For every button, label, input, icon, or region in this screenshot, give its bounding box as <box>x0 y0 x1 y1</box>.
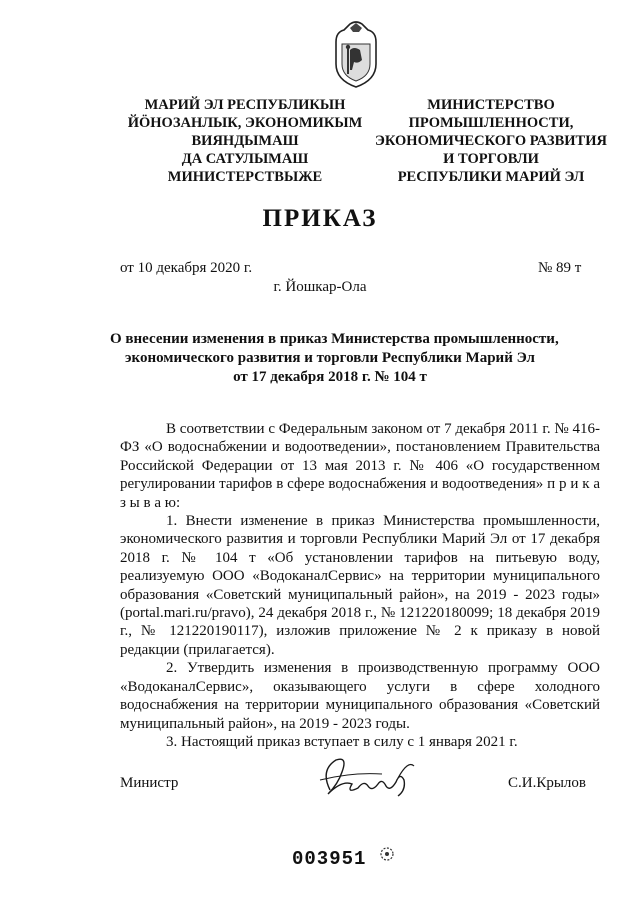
signer-title: Министр <box>120 775 179 791</box>
body-paragraph: 3. Настоящий приказ вступает в силу с 1 января 2021 г. <box>166 733 518 750</box>
subject-line: экономического развития и торговли Республики Марий Эл <box>125 350 535 366</box>
body-paragraph: 2. Утвердить изменения в производственную программу ООО «ВодоканалСервис», оказывающего услуги в сфере холодного водоснабжения на территории муниципального образования «Советский муниципальный район», на 2019 - 2023 годы. <box>120 660 600 732</box>
document-serial-number: 003951 <box>292 848 367 870</box>
header-left-line: МИНИСТЕРСТВЫЖЕ <box>167 169 323 185</box>
document-subject <box>110 330 559 387</box>
document-type-title: ПРИКАЗ <box>262 205 378 232</box>
header-left-line: ВИЯНДЫМАШ <box>191 133 299 149</box>
document-body <box>120 420 600 751</box>
subject-line: от 17 декабря 2018 г. № 104 т <box>233 369 427 385</box>
header-left-line: ДА САТУЛЫМАШ <box>181 151 309 167</box>
header-right-line: ЭКОНОМИЧЕСКОГО РАЗВИТИЯ <box>375 133 607 149</box>
header-right-line: МИНИСТЕРСТВО <box>427 97 555 113</box>
ministry-name-mari <box>120 96 370 186</box>
handwritten-signature <box>312 750 422 810</box>
header-left-line: ЙÖНОЗАНЛЫК, ЭКОНОМИКЫМ <box>127 115 363 131</box>
document-date: от 10 декабря 2020 г. <box>120 260 253 276</box>
ministry-name-russian <box>366 96 616 186</box>
header-right-line: И ТОРГОВЛИ <box>443 151 539 167</box>
header-left-line: МАРИЙ ЭЛ РЕСПУБЛИКЫН <box>144 97 346 113</box>
document-city: г. Йошкар-Ола <box>273 279 367 295</box>
body-paragraph: В соответствии с Федеральным законом от 7 декабря 2011 г. № 416-ФЗ «О водоснабжении и водоотведении», постановлением Правительства Российской Федерации от 13 мая 2013 г. № 406 «О государственном регулировании тарифов в сфере водоснабжения и водоотведения» п р и к а з ы в а ю: <box>120 421 600 511</box>
header-right-line: ПРОМЫШЛЕННОСТИ, <box>408 115 574 131</box>
signer-name: С.И.Крылов <box>508 775 586 791</box>
coat-of-arms-icon <box>330 20 382 90</box>
subject-line: О внесении изменения в приказ Министерства промышленности, <box>110 331 559 347</box>
document-number: № 89 т <box>538 260 582 276</box>
body-paragraph: 1. Внести изменение в приказ Министерства промышленности, экономического развития и торговли Республики Марий Эл от 17 декабря 2018 г. № 104 т «Об установлении тарифов на питьевую воду, реализуемую ООО «ВодоканалСервис» на территории муниципального образования «Советский муниципальный район», на 2019 - 2023 годы» (portal.mari.ru/pravo), 24 декабря 2018 г., № 121220180099; 18 декабря 2019 г., № 121220190117), изложив приложение № 2 к приказу в новой редакции (прилагается). <box>120 513 600 658</box>
stamp-mark-icon <box>377 843 397 865</box>
header-right-line: РЕСПУБЛИКИ МАРИЙ ЭЛ <box>397 169 585 185</box>
